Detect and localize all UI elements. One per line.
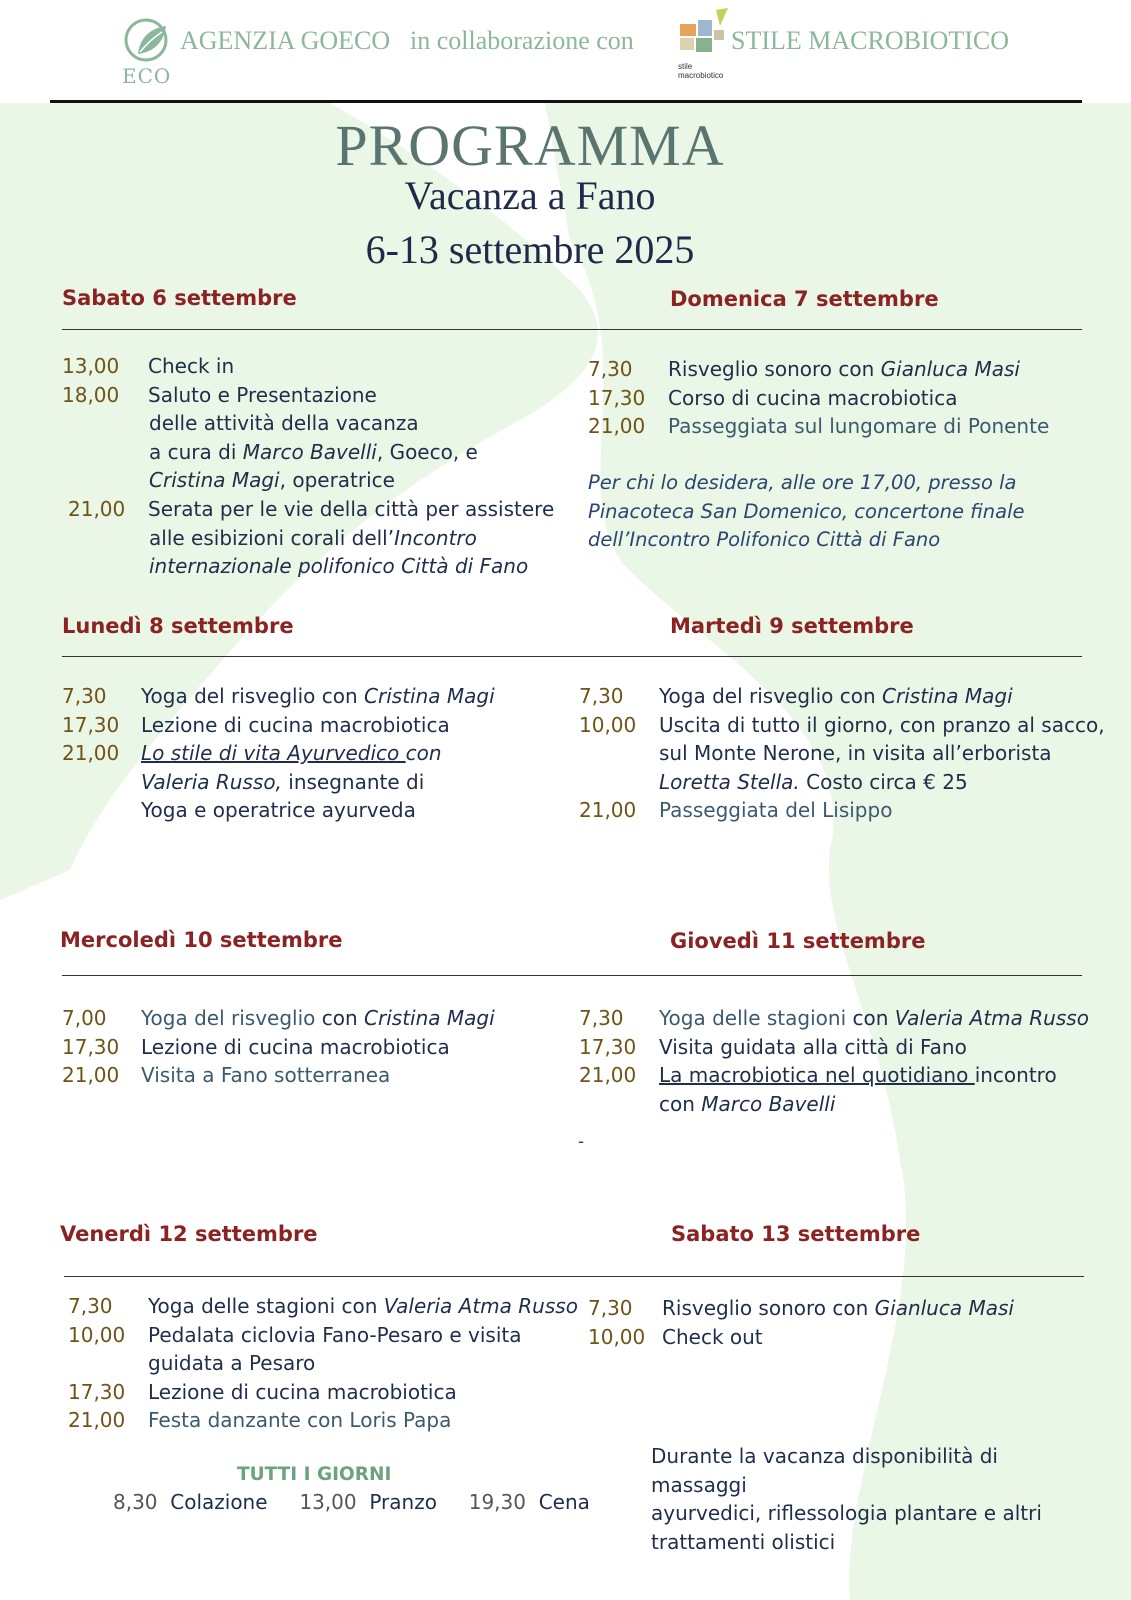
text: Yoga del risveglio con [141, 684, 365, 708]
activity [141, 682, 495, 711]
schedule-row [62, 1033, 495, 1062]
event-name: internazionale polifonico Città di Fano [149, 554, 529, 579]
time: 7,30 [68, 1294, 113, 1318]
person-name: Cristina Magi [364, 684, 495, 708]
activity [659, 682, 1013, 711]
activity-continued: sul Monte Nerone, in visita all’erborista [659, 741, 1052, 766]
time: 10,00 [588, 1324, 646, 1349]
activity: Passeggiata sul lungomare di Ponente [668, 414, 1050, 439]
person-name: Gianluca Masi [880, 357, 1020, 381]
time: 21,00 [62, 1063, 120, 1088]
schedule-row [588, 412, 1049, 441]
activity: Passeggiata del Lisippo [659, 798, 893, 823]
schedule-sun7 [588, 355, 1049, 441]
text: alle esibizioni corali dell’ [149, 525, 395, 550]
day-heading-wed10: Mercoledì 10 settembre [60, 928, 343, 952]
time: 7,30 [588, 1296, 633, 1320]
background-right-wave [545, 103, 1131, 1600]
activity-continued: Yoga e operatrice ayurveda [141, 798, 416, 823]
time: 21,00 [579, 798, 637, 823]
activity: Lezione di cucina macrobiotica [148, 1379, 457, 1404]
person-name: Loretta Stella. [659, 769, 800, 794]
note-line: Pinacoteca San Domenico, concertone finale [588, 499, 1025, 523]
section-divider [64, 1276, 1084, 1277]
schedule-row [588, 1323, 1014, 1352]
activity: Corso di cucina macrobiotica [668, 385, 958, 410]
small-macrobiotico: macrobiotico [678, 71, 724, 80]
time: 17,30 [62, 712, 120, 737]
activity [668, 355, 1020, 384]
time: 7,30 [579, 1006, 624, 1030]
day-heading-mon8: Lunedì 8 settembre [62, 614, 294, 638]
collaboration-text: in collaborazione con [410, 26, 634, 55]
text: incontro [974, 1063, 1057, 1088]
schedule-wed10 [62, 1004, 495, 1090]
activity [141, 739, 442, 768]
text: Costo circa € 25 [799, 769, 968, 794]
breakfast-label: Colazione [170, 1490, 268, 1514]
schedule-sat6 [62, 352, 554, 581]
dinner-label: Cena [538, 1490, 590, 1514]
text: Yoga del risveglio [141, 1006, 316, 1030]
activity: Uscita di tutto il giorno, con pranzo al sacco, [659, 712, 1105, 737]
text: con [659, 1091, 702, 1116]
schedule-row [588, 1294, 1014, 1323]
activity-continued [62, 524, 554, 553]
text: insegnante di [281, 769, 425, 794]
day-heading-sun7: Domenica 7 settembre [670, 287, 939, 311]
activity: Lezione di cucina macrobiotica [141, 712, 450, 737]
note-line: Per chi lo desidera, alle ore 17,00, presso la [588, 471, 1017, 494]
activity: Pedalata ciclovia Fano-Pesaro e visita [148, 1322, 522, 1347]
activity: Visita guidata alla città di Fano [659, 1034, 967, 1059]
activity [148, 1292, 578, 1321]
lecture-title: La macrobiotica nel quotidiano [659, 1063, 975, 1088]
activity [662, 1294, 1014, 1323]
time: 21,00 [68, 496, 126, 521]
schedule-row [62, 495, 554, 524]
agency-name: AGENZIA GOECO [180, 26, 391, 55]
page-dates: 6-13 settembre 2025 [365, 227, 695, 272]
time: 21,00 [62, 741, 120, 766]
schedule-mon8 [62, 682, 495, 825]
schedule-row [62, 682, 495, 711]
activity-continued [579, 1090, 1089, 1119]
person-name: Marco Bavelli [701, 1091, 836, 1116]
note-line: dell’Incontro Polifonico Città di Fano [588, 528, 941, 551]
time: 21,00 [68, 1408, 126, 1433]
person-name: Marco Bavelli [242, 439, 377, 464]
dash-mark: - [578, 1131, 584, 1151]
section-divider [62, 656, 1082, 657]
activity [141, 1004, 495, 1033]
schedule-row [62, 1004, 495, 1033]
activity: Check in [148, 354, 235, 378]
text: con [846, 1006, 895, 1030]
dinner-time: 19,30 [468, 1490, 526, 1514]
text: a cura di [149, 439, 243, 464]
schedule-row [68, 1406, 578, 1435]
activity-continued [62, 768, 495, 797]
every-day-heading: TUTTI I GIORNI [237, 1464, 392, 1485]
schedule-row [62, 381, 554, 410]
day-heading-fri12: Venerdì 12 settembre [60, 1222, 318, 1246]
day-heading-sat13: Sabato 13 settembre [671, 1222, 921, 1246]
sun7-note [588, 469, 1048, 555]
activity: Lezione di cucina macrobiotica [141, 1034, 450, 1059]
time: 17,30 [62, 1034, 120, 1059]
schedule-row [62, 352, 554, 381]
schedule-row [68, 1321, 578, 1350]
text: Risveglio sonoro con [668, 357, 881, 381]
time: 7,00 [62, 1006, 107, 1030]
lecture-title: Lo stile di vita Ayurvedico [141, 741, 406, 766]
text: Risveglio sonoro con [662, 1296, 875, 1320]
person-name: Gianluca Masi [874, 1296, 1014, 1320]
lunch-label: Pranzo [369, 1490, 437, 1514]
activity-continued [579, 768, 1105, 797]
schedule-row [68, 1378, 578, 1407]
time: 10,00 [579, 712, 637, 737]
schedule-fri12 [68, 1292, 578, 1435]
activity-continued [62, 438, 554, 467]
stile-macrobiotico-logo [676, 8, 734, 64]
text: Yoga del risveglio con [659, 684, 883, 708]
time: 17,30 [588, 385, 646, 410]
stile-macrobiotico-small-text [678, 62, 723, 80]
activity [659, 1061, 1057, 1090]
page-title: PROGRAMMA [335, 113, 725, 178]
time: 17,30 [579, 1034, 637, 1059]
event-name: Incontro [394, 525, 477, 550]
person-name: Cristina Magi [149, 468, 280, 493]
time: 7,30 [62, 684, 107, 708]
schedule-row [579, 1004, 1089, 1033]
schedule-row [588, 384, 1049, 413]
section-divider [62, 975, 1082, 976]
time: 18,00 [62, 382, 120, 407]
schedule-row [62, 739, 495, 768]
day-heading-sat6: Sabato 6 settembre [62, 286, 297, 310]
text: Yoga delle stagioni con [148, 1294, 384, 1318]
text: , operatrice [279, 468, 395, 493]
person-name: Valeria Atma Russo [894, 1006, 1089, 1030]
activity: Visita a Fano sotterranea [141, 1063, 391, 1088]
schedule-row [579, 1061, 1089, 1090]
partner-name: STILE MACROBIOTICO [731, 26, 1010, 55]
note-line: trattamenti olistici [651, 1529, 836, 1554]
meal-times [113, 1490, 590, 1514]
massage-availability-note [651, 1442, 1091, 1556]
lunch-time: 13,00 [299, 1490, 357, 1514]
activity: Festa danzante con Loris Papa [148, 1408, 452, 1433]
day-heading-tue9: Martedì 9 settembre [670, 614, 914, 638]
schedule-row [579, 682, 1105, 711]
schedule-row [68, 1292, 578, 1321]
time: 7,30 [579, 684, 624, 708]
schedule-row [579, 1033, 1089, 1062]
activity-continued [62, 466, 554, 495]
person-name: Valeria Atma Russo [383, 1294, 578, 1318]
schedule-sat13 [588, 1294, 1014, 1351]
activity [659, 1004, 1089, 1033]
time: 7,30 [588, 357, 633, 381]
schedule-row [62, 1061, 495, 1090]
activity: Check out [662, 1324, 763, 1349]
schedule-row [588, 355, 1049, 384]
text: Yoga delle stagioni [659, 1006, 847, 1030]
activity-continued: delle attività della vacanza [149, 411, 419, 436]
activity-continued: guidata a Pesaro [148, 1351, 316, 1376]
breakfast-time: 8,30 [113, 1490, 158, 1514]
eco-logo-text: ECO [122, 64, 172, 88]
schedule-row [579, 711, 1105, 740]
activity: Saluto e Presentazione [148, 382, 377, 407]
person-name: Valeria Russo, [141, 769, 282, 794]
text: , Goeco, e [376, 439, 478, 464]
text: con [405, 741, 442, 766]
schedule-row [62, 711, 495, 740]
activity: Serata per le vie della città per assistere [148, 496, 555, 521]
note-line: ayurvedici, riflessologia plantare e altri [651, 1501, 1042, 1526]
schedule-thu11 [579, 1004, 1089, 1118]
time: 21,00 [588, 414, 646, 439]
time: 21,00 [579, 1063, 637, 1088]
person-name: Cristina Magi [364, 1006, 495, 1030]
small-stile: stile [678, 62, 693, 71]
section-divider [62, 329, 1082, 330]
note-line: Durante la vacanza disponibilità di massaggi [651, 1444, 998, 1497]
schedule-row [579, 796, 1105, 825]
schedule-tue9 [579, 682, 1105, 825]
time: 17,30 [68, 1379, 126, 1404]
day-heading-thu11: Giovedì 11 settembre [670, 929, 926, 953]
text: con [315, 1006, 365, 1030]
time: 10,00 [68, 1322, 126, 1347]
page-subtitle: Vacanza a Fano [404, 173, 656, 218]
time: 13,00 [62, 354, 120, 378]
header-divider [50, 100, 1082, 103]
person-name: Cristina Magi [882, 684, 1013, 708]
